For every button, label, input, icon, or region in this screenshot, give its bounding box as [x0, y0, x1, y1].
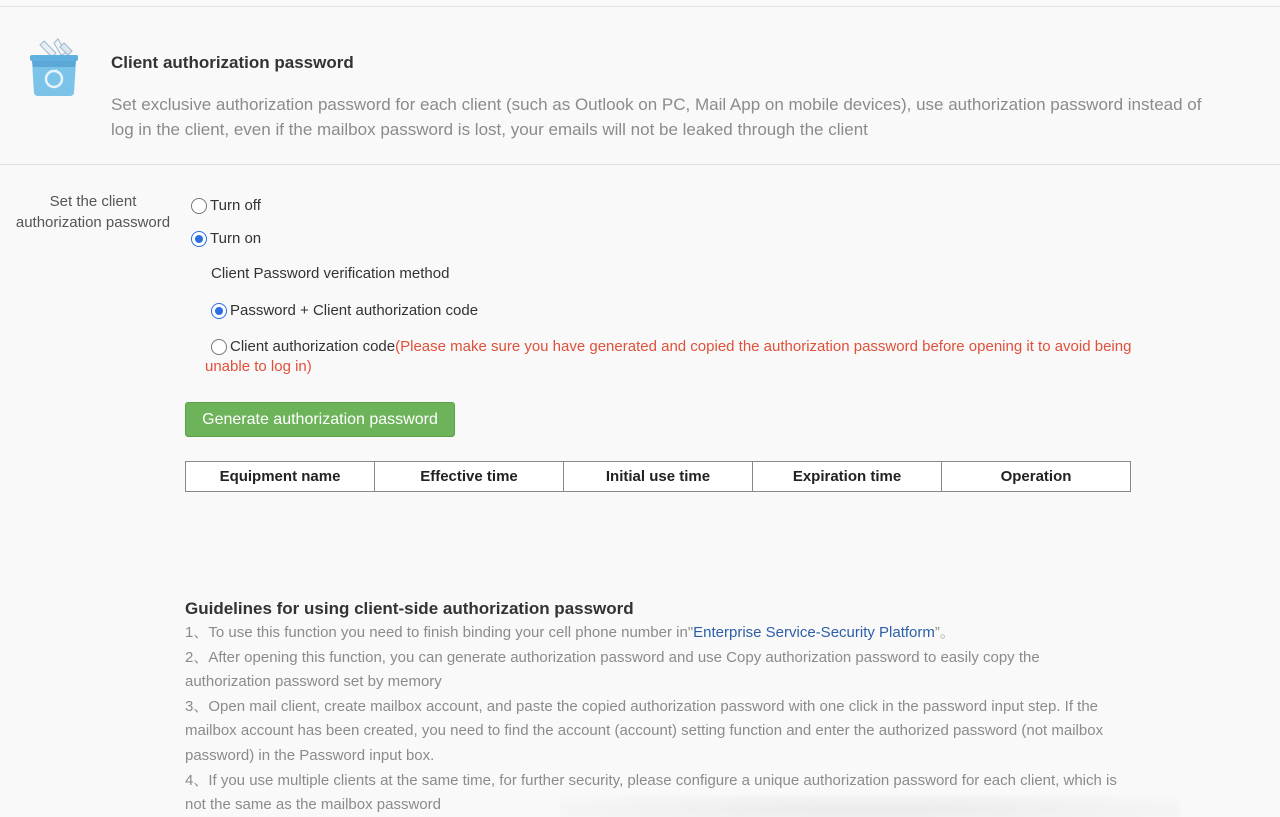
trash-bin-icon	[26, 37, 82, 97]
auth-code-only-label[interactable]: Client authorization code	[230, 338, 396, 355]
password-plus-code-label[interactable]: Password + Client authorization code	[230, 302, 479, 319]
turn-off-label[interactable]: Turn off	[210, 197, 261, 214]
guideline-item: 4、If you use multiple clients at the same time, for further security, please configure a unique authorization password for each client, which is	[185, 771, 1117, 789]
guidelines-title: Guidelines for using client-side authorization password	[185, 599, 634, 618]
auth-code-warning-continued: unable to log in)	[205, 358, 312, 375]
auth-code-warning: (Please make sure you have generated and copied the authorization password before opening it to avoid being	[395, 338, 1132, 355]
guideline-item: not the same as the mailbox password	[185, 796, 441, 814]
guideline-item: authorization password set by memory	[185, 673, 442, 691]
guideline-text: ”。	[934, 624, 955, 641]
guideline-item: 2、After opening this function, you can generate authorization password and use Copy authorization password to easily copy the	[185, 648, 1040, 666]
guideline-text: 1、To use this function you need to finish binding your cell phone number in"	[185, 624, 694, 641]
turn-on-radio[interactable]	[191, 231, 207, 247]
column-initial-use-time: Initial use time	[564, 462, 753, 491]
column-effective-time: Effective time	[375, 462, 564, 491]
password-plus-code-option[interactable]	[211, 302, 478, 319]
turn-on-label[interactable]: Turn on	[210, 230, 262, 247]
page-title: Client authorization password	[111, 53, 354, 72]
page-description	[111, 92, 1280, 144]
bottom-shadow	[560, 795, 1180, 817]
column-equipment-name: Equipment name	[186, 462, 375, 491]
guideline-item	[185, 621, 1185, 646]
verification-method-label: Client Password verification method	[211, 265, 450, 282]
turn-on-option[interactable]	[191, 230, 261, 247]
security-platform-link[interactable]: Enterprise Service-Security Platform	[693, 624, 935, 641]
setting-label-line: Set the client	[49, 193, 137, 210]
devices-table-header	[185, 461, 1131, 492]
guideline-item: mailbox account has been created, you need to find the account (account) setting function and enter the authorized password (not mailbox	[185, 722, 1104, 740]
page-header	[0, 7, 1280, 165]
guideline-item: 3、Open mail client, create mailbox account, and paste the copied authorization password with one click in the password input step. If the	[185, 697, 1099, 715]
setting-label-line: authorization password	[15, 214, 171, 231]
page-description-line: Set exclusive authorization password for each client (such as Outlook on PC, Mail App on mobile devices), use authorization password instead of	[111, 95, 1202, 114]
column-operation: Operation	[1000, 468, 1072, 485]
auth-code-only-option[interactable]	[211, 338, 1131, 355]
auth-code-only-radio[interactable]	[211, 339, 227, 355]
generate-password-button[interactable]: Generate authorization password	[185, 402, 455, 437]
turn-off-radio[interactable]	[191, 198, 207, 214]
guidelines-list	[185, 621, 1185, 817]
turn-off-option[interactable]	[191, 197, 261, 214]
page-description-line: log in the client, even if the mailbox password is lost, your emails will not be leaked through the client	[111, 120, 868, 139]
password-plus-code-radio[interactable]	[211, 303, 227, 319]
guideline-item: password) in the Password input box.	[185, 746, 435, 764]
setting-label	[8, 191, 178, 233]
column-expiration-time: Expiration time	[753, 462, 942, 491]
